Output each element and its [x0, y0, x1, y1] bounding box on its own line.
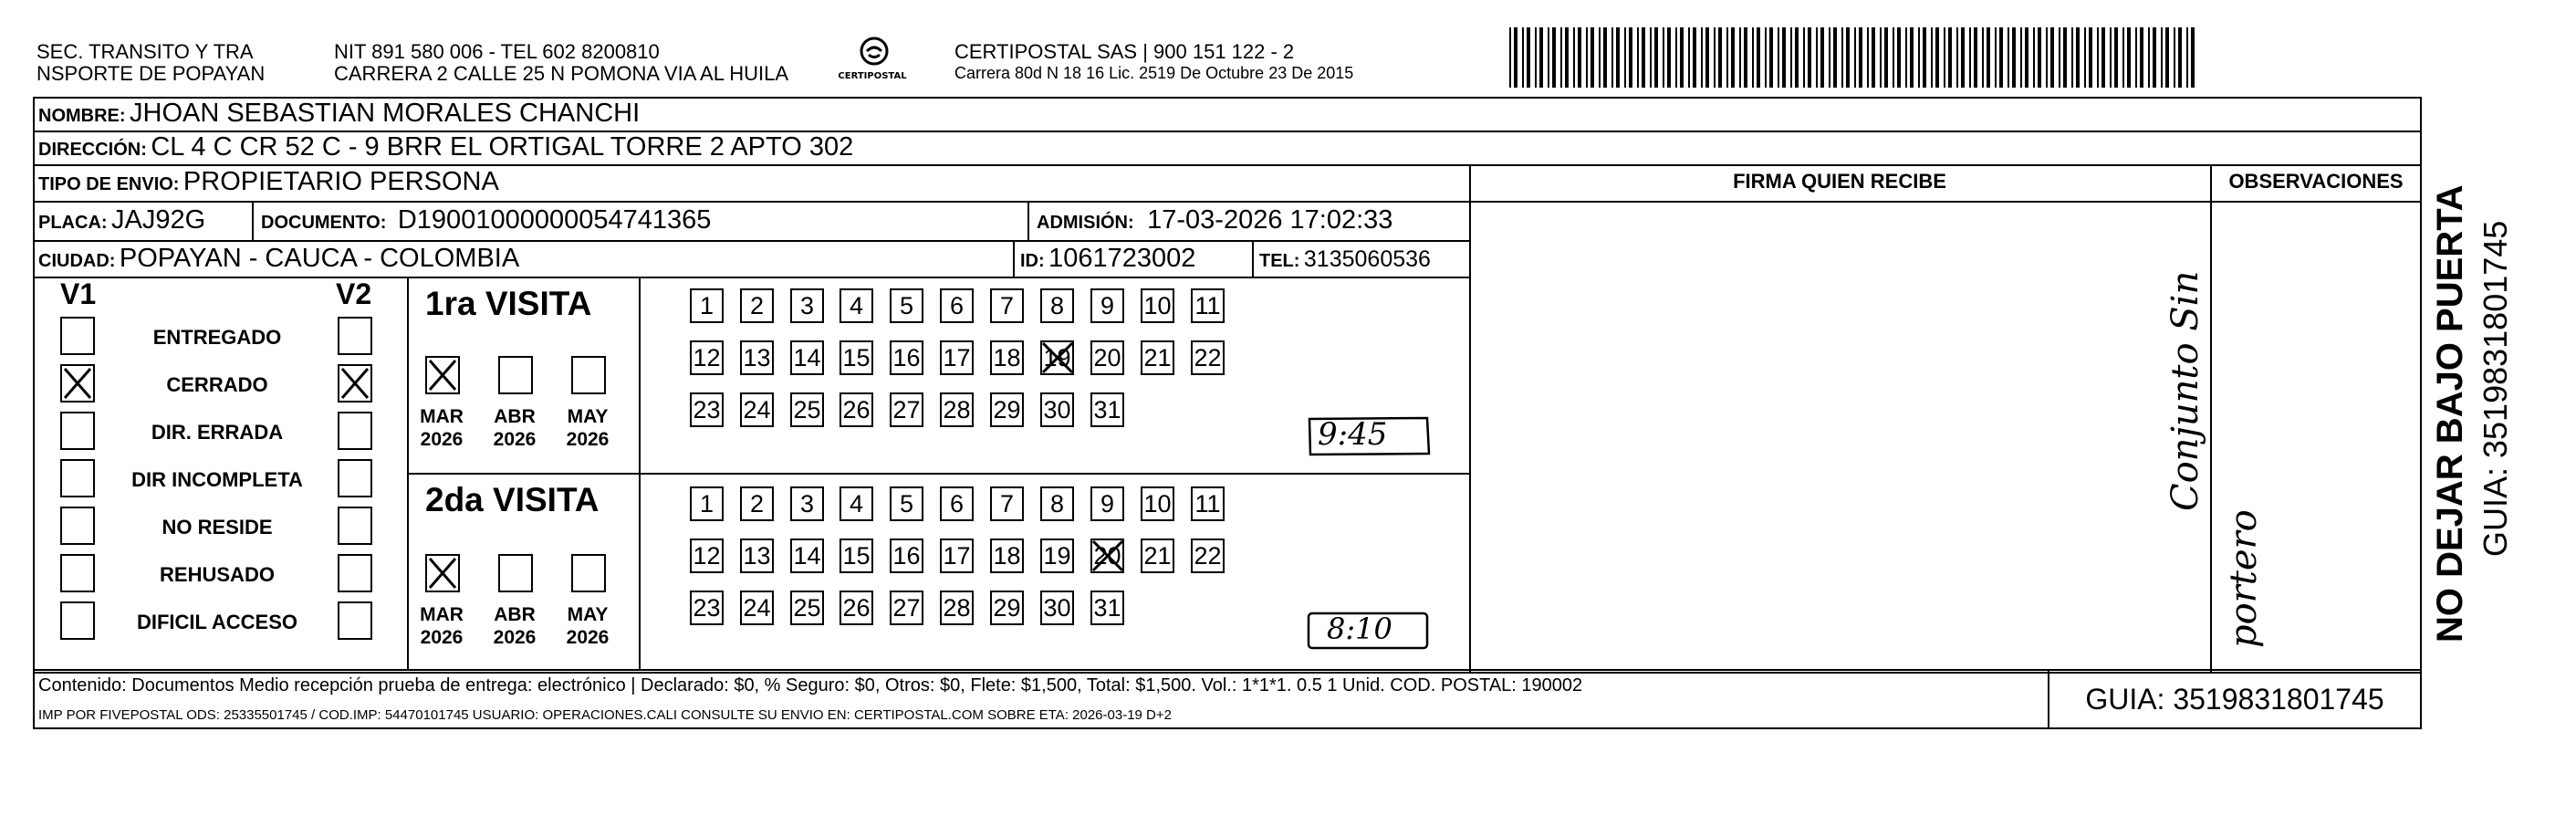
- day-number: 27: [892, 594, 921, 622]
- visit2-day[interactable]: [840, 591, 873, 625]
- divider: [1027, 201, 1029, 240]
- day-number: 8: [1049, 490, 1065, 518]
- day-number: 1: [699, 292, 714, 319]
- visit2-day[interactable]: [1090, 538, 1124, 573]
- document-value: D19001000000054741365: [397, 205, 712, 235]
- plate-cell: [38, 205, 205, 235]
- day-number: 5: [899, 292, 914, 319]
- day-number: 9: [1100, 490, 1115, 518]
- visit2-day[interactable]: [740, 591, 774, 625]
- divider: [33, 240, 1471, 242]
- day-number: 25: [793, 594, 821, 622]
- v1-checkbox[interactable]: [60, 412, 95, 450]
- v2-checkbox[interactable]: [338, 317, 372, 355]
- day-number: 12: [693, 542, 721, 570]
- city-label: CIUDAD:: [38, 251, 116, 271]
- day-number: 12: [693, 344, 721, 371]
- tel-cell: [1259, 246, 1431, 273]
- day-number: 19: [1043, 542, 1071, 570]
- visit1-day[interactable]: [690, 340, 724, 375]
- sender-name-line1: SEC. TRANSITO Y TRA: [37, 40, 254, 63]
- day-number: 5: [899, 490, 914, 518]
- signature-header: FIRMA QUIEN RECIBE: [1733, 170, 1946, 193]
- name-label: NOMBRE:: [38, 106, 126, 126]
- admission-value: 17-03-2026 17:02:33: [1147, 205, 1393, 235]
- visit1-day[interactable]: [990, 392, 1024, 427]
- visit1-month-checkbox[interactable]: [425, 356, 460, 394]
- logo-text: CERTIPOSTAL: [838, 71, 907, 81]
- admission-cell: [1037, 205, 1392, 235]
- day-number: 20: [1093, 542, 1121, 570]
- admission-label: ADMISIÓN:: [1037, 213, 1134, 233]
- visit1-day[interactable]: [740, 392, 774, 427]
- reason-label: REHUSADO: [160, 563, 275, 586]
- day-number: 17: [943, 542, 971, 570]
- visit1-day[interactable]: [1141, 340, 1174, 375]
- month-name: ABR: [494, 604, 536, 625]
- document-label: DOCUMENTO:: [261, 213, 387, 233]
- day-number: 9: [1100, 292, 1115, 319]
- visit2-day[interactable]: [990, 486, 1024, 521]
- day-number: 13: [743, 542, 771, 570]
- day-number: 16: [892, 542, 921, 570]
- day-number: 20: [1093, 344, 1121, 371]
- day-number: 30: [1043, 594, 1071, 622]
- visit1-day[interactable]: [690, 288, 724, 323]
- day-number: 22: [1194, 542, 1222, 570]
- city-value: POPAYAN - CAUCA - COLOMBIA: [119, 244, 520, 273]
- barcode: [1506, 27, 2199, 89]
- reason-label: ENTREGADO: [152, 326, 282, 349]
- visit1-month-checkbox[interactable]: [571, 356, 606, 394]
- divider: [1469, 164, 1471, 674]
- visit2-day[interactable]: [1141, 486, 1174, 521]
- visit2-day[interactable]: [1141, 538, 1174, 573]
- v1-checkbox[interactable]: [60, 507, 95, 545]
- reason-label: DIR INCOMPLETA: [131, 468, 303, 491]
- day-number: 8: [1049, 292, 1065, 319]
- reason-label: CERRADO: [166, 373, 268, 396]
- visit2-month-label: [414, 603, 469, 649]
- visit2-month-label: [487, 603, 542, 649]
- visit2-day[interactable]: [690, 591, 724, 625]
- v2-checkbox[interactable]: [338, 459, 372, 497]
- shipment-type: PROPIETARIO PERSONA: [183, 167, 499, 196]
- month-year: 2026: [566, 429, 610, 450]
- day-number: 13: [743, 344, 771, 371]
- visit2-day[interactable]: [1191, 486, 1225, 521]
- visit1-day[interactable]: [940, 288, 974, 323]
- tel-value: 3135060536: [1303, 246, 1431, 272]
- visit1-day[interactable]: [1040, 392, 1074, 427]
- divider: [33, 164, 2422, 166]
- address-row: [38, 132, 853, 162]
- day-number: 1: [699, 490, 714, 518]
- visit2-day[interactable]: [790, 591, 824, 625]
- visit1-day[interactable]: [740, 340, 774, 375]
- side-guide: GUIA: 3519831801745: [2477, 220, 2514, 557]
- day-number: 15: [842, 344, 871, 371]
- visit2-day[interactable]: [1090, 591, 1124, 625]
- visit2-day[interactable]: [990, 538, 1024, 573]
- sender-name-line2: NSPORTE DE POPAYAN: [37, 62, 266, 85]
- visit2-month-checkbox[interactable]: [425, 554, 460, 592]
- side-warning: NO DEJAR BAJO PUERTA: [2430, 184, 2470, 643]
- v2-checkbox[interactable]: [338, 412, 372, 450]
- visit1-day[interactable]: [1090, 340, 1124, 375]
- company-address: Carrera 80d N 18 16 Lic. 2519 De Octubre 23 De 2015: [954, 64, 1354, 82]
- visit2-day[interactable]: [740, 486, 774, 521]
- visit2-time-box: [1307, 612, 1431, 652]
- day-number: 6: [949, 292, 965, 319]
- visit1-day[interactable]: [840, 340, 873, 375]
- visit2-day[interactable]: [740, 538, 774, 573]
- visit1-day[interactable]: [840, 288, 873, 323]
- month-name: MAY: [567, 406, 609, 427]
- visit2-month-checkbox[interactable]: [571, 554, 606, 592]
- day-number: 17: [943, 344, 971, 371]
- visit1-day[interactable]: [890, 340, 923, 375]
- visit2-day[interactable]: [990, 591, 1024, 625]
- visit1-day[interactable]: [990, 340, 1024, 375]
- reason-label: DIFICIL ACCESO: [136, 611, 297, 633]
- visit1-day[interactable]: [840, 392, 873, 427]
- day-number: 3: [799, 292, 815, 319]
- day-number: 21: [1143, 542, 1172, 570]
- visit2-month-checkbox[interactable]: [498, 554, 533, 592]
- visit2-month-label: [560, 603, 615, 649]
- day-number: 28: [943, 396, 971, 423]
- divider: [33, 727, 2048, 729]
- day-number: 26: [842, 594, 871, 622]
- month-year: 2026: [420, 627, 464, 648]
- visit1-day[interactable]: [1040, 340, 1074, 375]
- visit1-day[interactable]: [790, 392, 824, 427]
- day-number: 29: [993, 594, 1021, 622]
- id-label: ID:: [1020, 251, 1045, 271]
- v2-checkbox[interactable]: [338, 364, 372, 403]
- visit2-day[interactable]: [840, 538, 873, 573]
- visit2-title: 2da VISITA: [425, 481, 600, 518]
- visit2-time: 8:10: [1327, 612, 1392, 646]
- reason-label: NO RESIDE: [162, 516, 273, 538]
- visit2-day[interactable]: [840, 486, 873, 521]
- v2-checkbox[interactable]: [338, 601, 372, 640]
- day-number: 7: [999, 292, 1015, 319]
- v1-checkbox[interactable]: [60, 554, 95, 592]
- visit2-day[interactable]: [790, 538, 824, 573]
- day-number: 31: [1093, 594, 1121, 622]
- visit1-day[interactable]: [990, 288, 1024, 323]
- day-number: 2: [749, 292, 765, 319]
- day-number: 30: [1043, 396, 1071, 423]
- plate-value: JAJ92G: [111, 205, 206, 235]
- month-name: ABR: [494, 406, 536, 427]
- visit2-day[interactable]: [1090, 486, 1124, 521]
- visit2-day[interactable]: [940, 486, 974, 521]
- day-number: 6: [949, 490, 965, 518]
- footer-imp: IMP POR FIVEPOSTAL ODS: 25335501745 / COD.IMP: 54470101745 USUARIO: OPERACIONES.CALI CONSULTE SU ENVIO EN: CERTIPOSTAL.COM SOBRE ETA: 2026-03-19 D+2: [38, 707, 1172, 723]
- visit2-day[interactable]: [890, 591, 923, 625]
- day-number: 15: [842, 542, 871, 570]
- address-label: DIRECCIÓN:: [38, 140, 147, 160]
- visit2-day[interactable]: [1040, 486, 1074, 521]
- month-name: MAR: [420, 604, 464, 625]
- visit1-title: 1ra VISITA: [425, 285, 592, 322]
- month-year: 2026: [493, 627, 537, 648]
- day-number: 10: [1143, 490, 1172, 518]
- divider: [33, 277, 1471, 278]
- visit2-day[interactable]: [1040, 538, 1074, 573]
- visit2-day[interactable]: [1191, 538, 1225, 573]
- recipient-address: CL 4 C CR 52 C - 9 BRR EL ORTIGAL TORRE 2 APTO 302: [151, 132, 854, 162]
- v2-header: V2: [336, 277, 372, 310]
- v1-checkbox[interactable]: [60, 364, 95, 403]
- day-number: 21: [1143, 344, 1172, 371]
- day-number: 10: [1143, 292, 1172, 319]
- v1-checkbox[interactable]: [60, 459, 95, 497]
- visit1-day[interactable]: [1090, 392, 1124, 427]
- company-info: CERTIPOSTAL SAS | 900 151 122 - 2: [954, 40, 1295, 63]
- visit1-day[interactable]: [940, 340, 974, 375]
- visit1-day[interactable]: [1040, 288, 1074, 323]
- day-number: 24: [743, 396, 771, 423]
- divider: [2420, 164, 2422, 204]
- divider: [252, 201, 254, 240]
- visit2-day[interactable]: [890, 486, 923, 521]
- id-cell: [1020, 244, 1195, 274]
- footer-guide: GUIA: 3519831801745: [2085, 683, 2384, 716]
- divider: [33, 201, 1471, 203]
- month-name: MAR: [420, 406, 464, 427]
- day-number: 3: [799, 490, 815, 518]
- footer-content: Contenido: Documentos Medio recepción prueba de entrega: electrónico | Declarado: $0, % Seguro: $0, Otros: $0, Flete: $1,500, Total: $1,500. Vol.: 1*1*1. 0.5 1 Unid. COD. POSTAL: 190002: [38, 675, 1583, 695]
- observation-note-line2: portero: [2223, 509, 2265, 648]
- recipient-name: JHOAN SEBASTIAN MORALES CHANCHI: [130, 99, 641, 128]
- day-number: 26: [842, 396, 871, 423]
- v2-checkbox[interactable]: [338, 554, 372, 592]
- visit1-day[interactable]: [1191, 340, 1225, 375]
- visit2-day[interactable]: [690, 538, 724, 573]
- visit1-month-label: [414, 405, 469, 451]
- visit2-day[interactable]: [790, 486, 824, 521]
- type-label: TIPO DE ENVIO:: [38, 174, 180, 194]
- sender-nit: NIT 891 580 006 - TEL 602 8200810: [334, 40, 660, 63]
- observation-note-line1: Conjunto Sin: [2164, 270, 2206, 511]
- day-number: 2: [749, 490, 765, 518]
- visit1-month-label: [560, 405, 615, 451]
- visit1-day[interactable]: [790, 288, 824, 323]
- day-number: 27: [892, 396, 921, 423]
- day-number: 23: [693, 594, 721, 622]
- day-number: 25: [793, 396, 821, 423]
- visit1-day[interactable]: [740, 288, 774, 323]
- document-cell: [261, 205, 711, 235]
- day-number: 19: [1043, 344, 1071, 371]
- type-row: [38, 167, 499, 197]
- day-number: 31: [1093, 396, 1121, 423]
- city-cell: [38, 244, 519, 274]
- visit1-day[interactable]: [1090, 288, 1124, 323]
- day-number: 23: [693, 396, 721, 423]
- divider: [1252, 240, 1254, 277]
- day-number: 24: [743, 594, 771, 622]
- id-value: 1061723002: [1048, 244, 1196, 273]
- visit2-day[interactable]: [690, 486, 724, 521]
- plate-label: PLACA:: [38, 213, 108, 233]
- day-number: 22: [1194, 344, 1222, 371]
- name-row: [38, 99, 640, 129]
- visit1-day[interactable]: [790, 340, 824, 375]
- visit2-day[interactable]: [940, 538, 974, 573]
- month-year: 2026: [566, 627, 610, 648]
- divider: [1013, 240, 1015, 277]
- visit1-day[interactable]: [1141, 288, 1174, 323]
- visit1-day[interactable]: [690, 392, 724, 427]
- visit1-day[interactable]: [890, 392, 923, 427]
- day-number: 4: [849, 490, 864, 518]
- day-number: 18: [993, 344, 1021, 371]
- divider: [407, 473, 1471, 475]
- day-number: 11: [1194, 292, 1221, 319]
- visit1-time: 9:45: [1318, 416, 1388, 453]
- visit1-day[interactable]: [1191, 288, 1225, 323]
- divider: [33, 669, 35, 729]
- visit1-month-label: [487, 405, 542, 451]
- day-number: 29: [993, 396, 1021, 423]
- visit1-day[interactable]: [890, 288, 923, 323]
- visit2-day[interactable]: [890, 538, 923, 573]
- visit2-day[interactable]: [940, 591, 974, 625]
- v2-checkbox[interactable]: [338, 507, 372, 545]
- v1-checkbox[interactable]: [60, 317, 95, 355]
- visit2-day[interactable]: [1040, 591, 1074, 625]
- visit1-day[interactable]: [940, 392, 974, 427]
- observations-header: OBSERVACIONES: [2228, 170, 2404, 193]
- month-name: MAY: [567, 604, 609, 625]
- tel-label: TEL:: [1259, 251, 1300, 271]
- day-number: 4: [849, 292, 864, 319]
- visit1-time-box: [1307, 416, 1431, 456]
- divider: [2210, 164, 2212, 674]
- day-number: 11: [1194, 490, 1221, 518]
- day-number: 7: [999, 490, 1015, 518]
- certipostal-logo: [836, 35, 909, 84]
- divider: [1469, 201, 2422, 203]
- month-year: 2026: [420, 429, 464, 450]
- v1-checkbox[interactable]: [60, 601, 95, 640]
- day-number: 14: [793, 344, 821, 371]
- visit1-month-checkbox[interactable]: [498, 356, 533, 394]
- reason-label: DIR. ERRADA: [151, 421, 284, 444]
- day-number: 16: [892, 344, 921, 371]
- month-year: 2026: [493, 429, 537, 450]
- day-number: 28: [943, 594, 971, 622]
- v1-header: V1: [60, 277, 97, 310]
- sender-address: CARRERA 2 CALLE 25 N POMONA VIA AL HUILA: [334, 62, 789, 85]
- day-number: 18: [993, 542, 1021, 570]
- day-number: 14: [793, 542, 821, 570]
